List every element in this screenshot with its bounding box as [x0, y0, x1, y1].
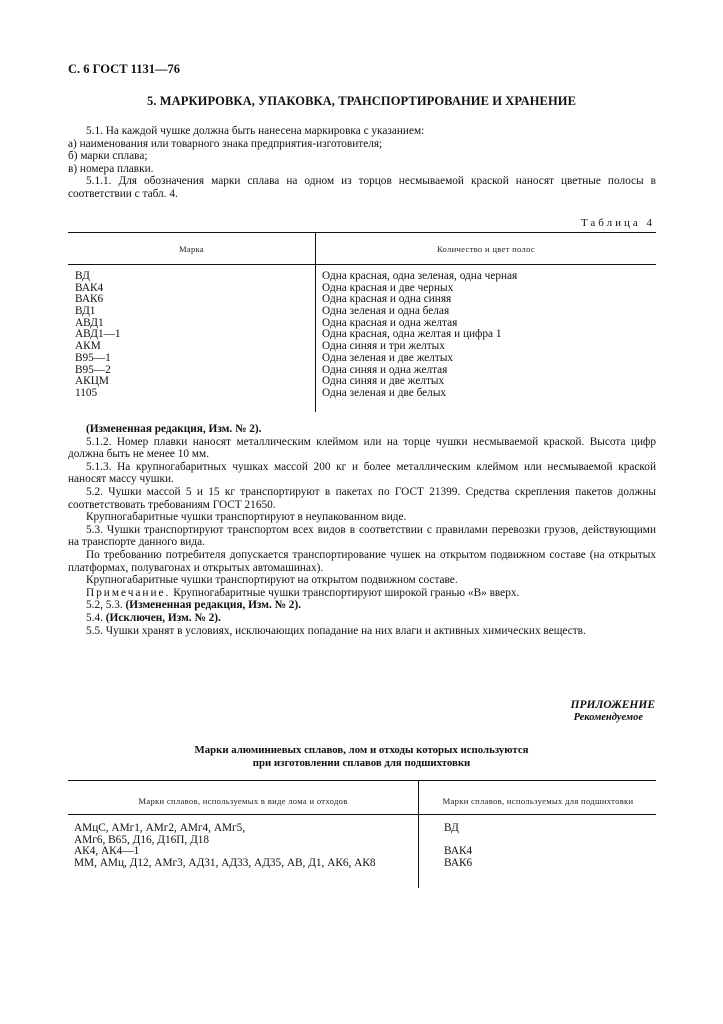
appendix-table-top-rule — [68, 780, 656, 781]
table-cell-stripes: Одна красная и одна желтая — [322, 316, 458, 329]
paragraph-5-4-number: 5.4. — [86, 611, 103, 624]
note — [68, 587, 656, 600]
appendix-label: ПРИЛОЖЕНИЕ — [570, 699, 655, 711]
revision-note-1: (Измененная редакция, Изм. № 2). — [86, 423, 262, 435]
table-cell-mark: АВД1 — [75, 316, 104, 329]
appendix-cell-charge: ВД — [444, 822, 459, 834]
appendix-cell-charge: ВАК4 — [444, 845, 473, 858]
paragraph-5-4-text: (Исключен, Изм. № 2). — [105, 611, 221, 624]
paragraph-5-1-3: 5.1.3. На крупногабаритных чушках массой 200 кг и более металлическим клеймом или несмываемой краской наносят массу чушки. — [68, 460, 656, 486]
table-cell-mark: ВАК6 — [75, 293, 104, 306]
table-cell-mark: 1105 — [75, 386, 98, 399]
table-4-top-rule — [68, 232, 656, 233]
paragraph-5-4 — [68, 612, 656, 625]
table-cell-stripes: Одна зеленая и две желтых — [322, 351, 454, 364]
page-header: С. 6 ГОСТ 1131—76 — [68, 62, 180, 76]
table-cell-stripes: Одна синяя и две желтых — [322, 375, 445, 388]
appendix-cell-scrap: АМг6, В65, Д16, Д16П, Д18 — [74, 833, 210, 846]
appendix-header-charge: Марки сплавов, используемых для подшихтовки — [442, 796, 634, 806]
body-block — [68, 423, 656, 637]
table-cell-mark: В95—2 — [75, 363, 111, 376]
table-cell-stripes: Одна красная и две черных — [322, 281, 454, 294]
table-4-col-stripes — [322, 271, 652, 400]
table-cell-mark: АВД1—1 — [75, 328, 121, 341]
paragraph-5-2-b: Крупногабаритные чушки транспортируют в неупакованном виде. — [86, 511, 407, 524]
table-4-caption: Таблица 4 — [580, 217, 655, 229]
table-cell-stripes: Одна зеленая и одна белая — [322, 305, 450, 318]
appendix-table-header-rule — [68, 814, 656, 815]
table-4-header-stripes: Количество и цвет полос — [436, 244, 536, 254]
paragraph-5-1-2: 5.1.2. Номер плавки наносят металлическим клеймом или на торце чушки несмываемой краской. Высота цифр должна быть не менее 10 мм. — [68, 435, 656, 461]
list-item-c: в) номера плавки. — [68, 162, 154, 175]
appendix-sublabel: Рекомендуемое — [573, 712, 643, 723]
table-4-column-divider — [315, 232, 316, 412]
appendix-header-scrap: Марки сплавов, используемых в виде лома и отходов — [138, 796, 348, 806]
paragraph-5-3: 5.3. Чушки транспортируют транспортом всех видов в соответствии с правилами перевозки грузов, действующими на транспорте данного вида. — [68, 523, 656, 549]
section-title: 5. МАРКИРОВКА, УПАКОВКА, ТРАНСПОРТИРОВАНИЕ И ХРАНЕНИЕ — [146, 94, 577, 108]
paragraph-5-1: 5.1. На каждой чушке должна быть нанесена маркировка с указанием: — [86, 125, 425, 137]
appendix-cell-scrap: АМцС, АМг1, АМг2, АМг4, АМг5, — [74, 822, 246, 834]
table-4-header-rule — [68, 264, 656, 265]
appendix-cell-charge — [444, 835, 644, 847]
table-cell-stripes: Одна синяя и три желтых — [322, 340, 445, 353]
paragraph-5-5: 5.5. Чушки хранят в условиях, исключающих попадание на них влаги и активных химических веществ. — [86, 624, 586, 637]
appendix-col-charge — [444, 823, 644, 870]
table-cell-mark: АКМ — [75, 340, 101, 353]
paragraph-5-3-c: Крупногабаритные чушки транспортируют на открытом подвижном составе. — [86, 574, 458, 587]
list-item-b: б) марки сплава; — [68, 150, 148, 163]
appendix-title-line-2: при изготовлении сплавов для подшихтовки — [252, 757, 471, 769]
table-cell-mark: ВАК4 — [75, 281, 104, 294]
table-cell-stripes: Одна красная и одна синяя — [322, 293, 452, 306]
table-4-col-mark — [75, 271, 313, 400]
table-cell-stripes: Одна красная, одна зеленая, одна черная — [322, 270, 518, 282]
table-cell-stripes: Одна красная, одна желтая и цифра 1 — [322, 328, 502, 341]
intro-block — [68, 125, 656, 201]
appendix-cell-charge: ВАК6 — [444, 857, 473, 870]
revision-2-text: (Измененная редакция, Изм. № 2). — [125, 599, 302, 612]
revision-note-2 — [68, 599, 656, 612]
note-label: Примечание. — [86, 586, 171, 599]
table-cell-stripes: Одна зеленая и две белых — [322, 386, 447, 399]
note-text: Крупногабаритные чушки транспортируют широкой гранью «В» вверх. — [173, 586, 520, 599]
paragraph-5-2: 5.2. Чушки массой 5 и 15 кг транспортируют в пакетах по ГОСТ 21399. Средства скрепления пакетов должны соответствовать требованиям ГОСТ 21650. — [68, 485, 656, 511]
revision-2-number: 5.2, 5.3. — [86, 599, 123, 612]
appendix-cell-scrap: АК4, АК4—1 — [74, 845, 140, 858]
paragraph-5-3-b: По требованию потребителя допускается транспортирование чушек на открытом подвижном составе (на открытых платформах, полувагонах и открытых автомашинах). — [68, 548, 656, 574]
table-cell-stripes: Одна синяя и одна желтая — [322, 363, 448, 376]
table-cell-mark: ВД1 — [75, 305, 96, 318]
table-4-header-mark: Марка — [178, 244, 205, 254]
table-cell-mark: ВД — [75, 270, 90, 282]
appendix-title-line-1: Марки алюминиевых сплавов, лом и отходы которых используются — [194, 744, 529, 756]
appendix-table-column-divider — [418, 780, 419, 888]
table-cell-mark: АКЦМ — [75, 375, 109, 388]
table-cell-mark: В95—1 — [75, 351, 111, 364]
list-item-a: а) наименования или товарного знака предприятия-изготовителя; — [68, 137, 383, 150]
paragraph-5-1-1: 5.1.1. Для обозначения марки сплава на одном из торцов несмываемой краской наносят цветные полосы в соответствии с табл. 4. — [68, 175, 656, 200]
appendix-col-scrap — [74, 823, 416, 870]
appendix-cell-scrap: ММ, АМц, Д12, АМг3, АД31, АД33, АД35, АВ, Д1, АК6, АК8 — [74, 857, 376, 870]
